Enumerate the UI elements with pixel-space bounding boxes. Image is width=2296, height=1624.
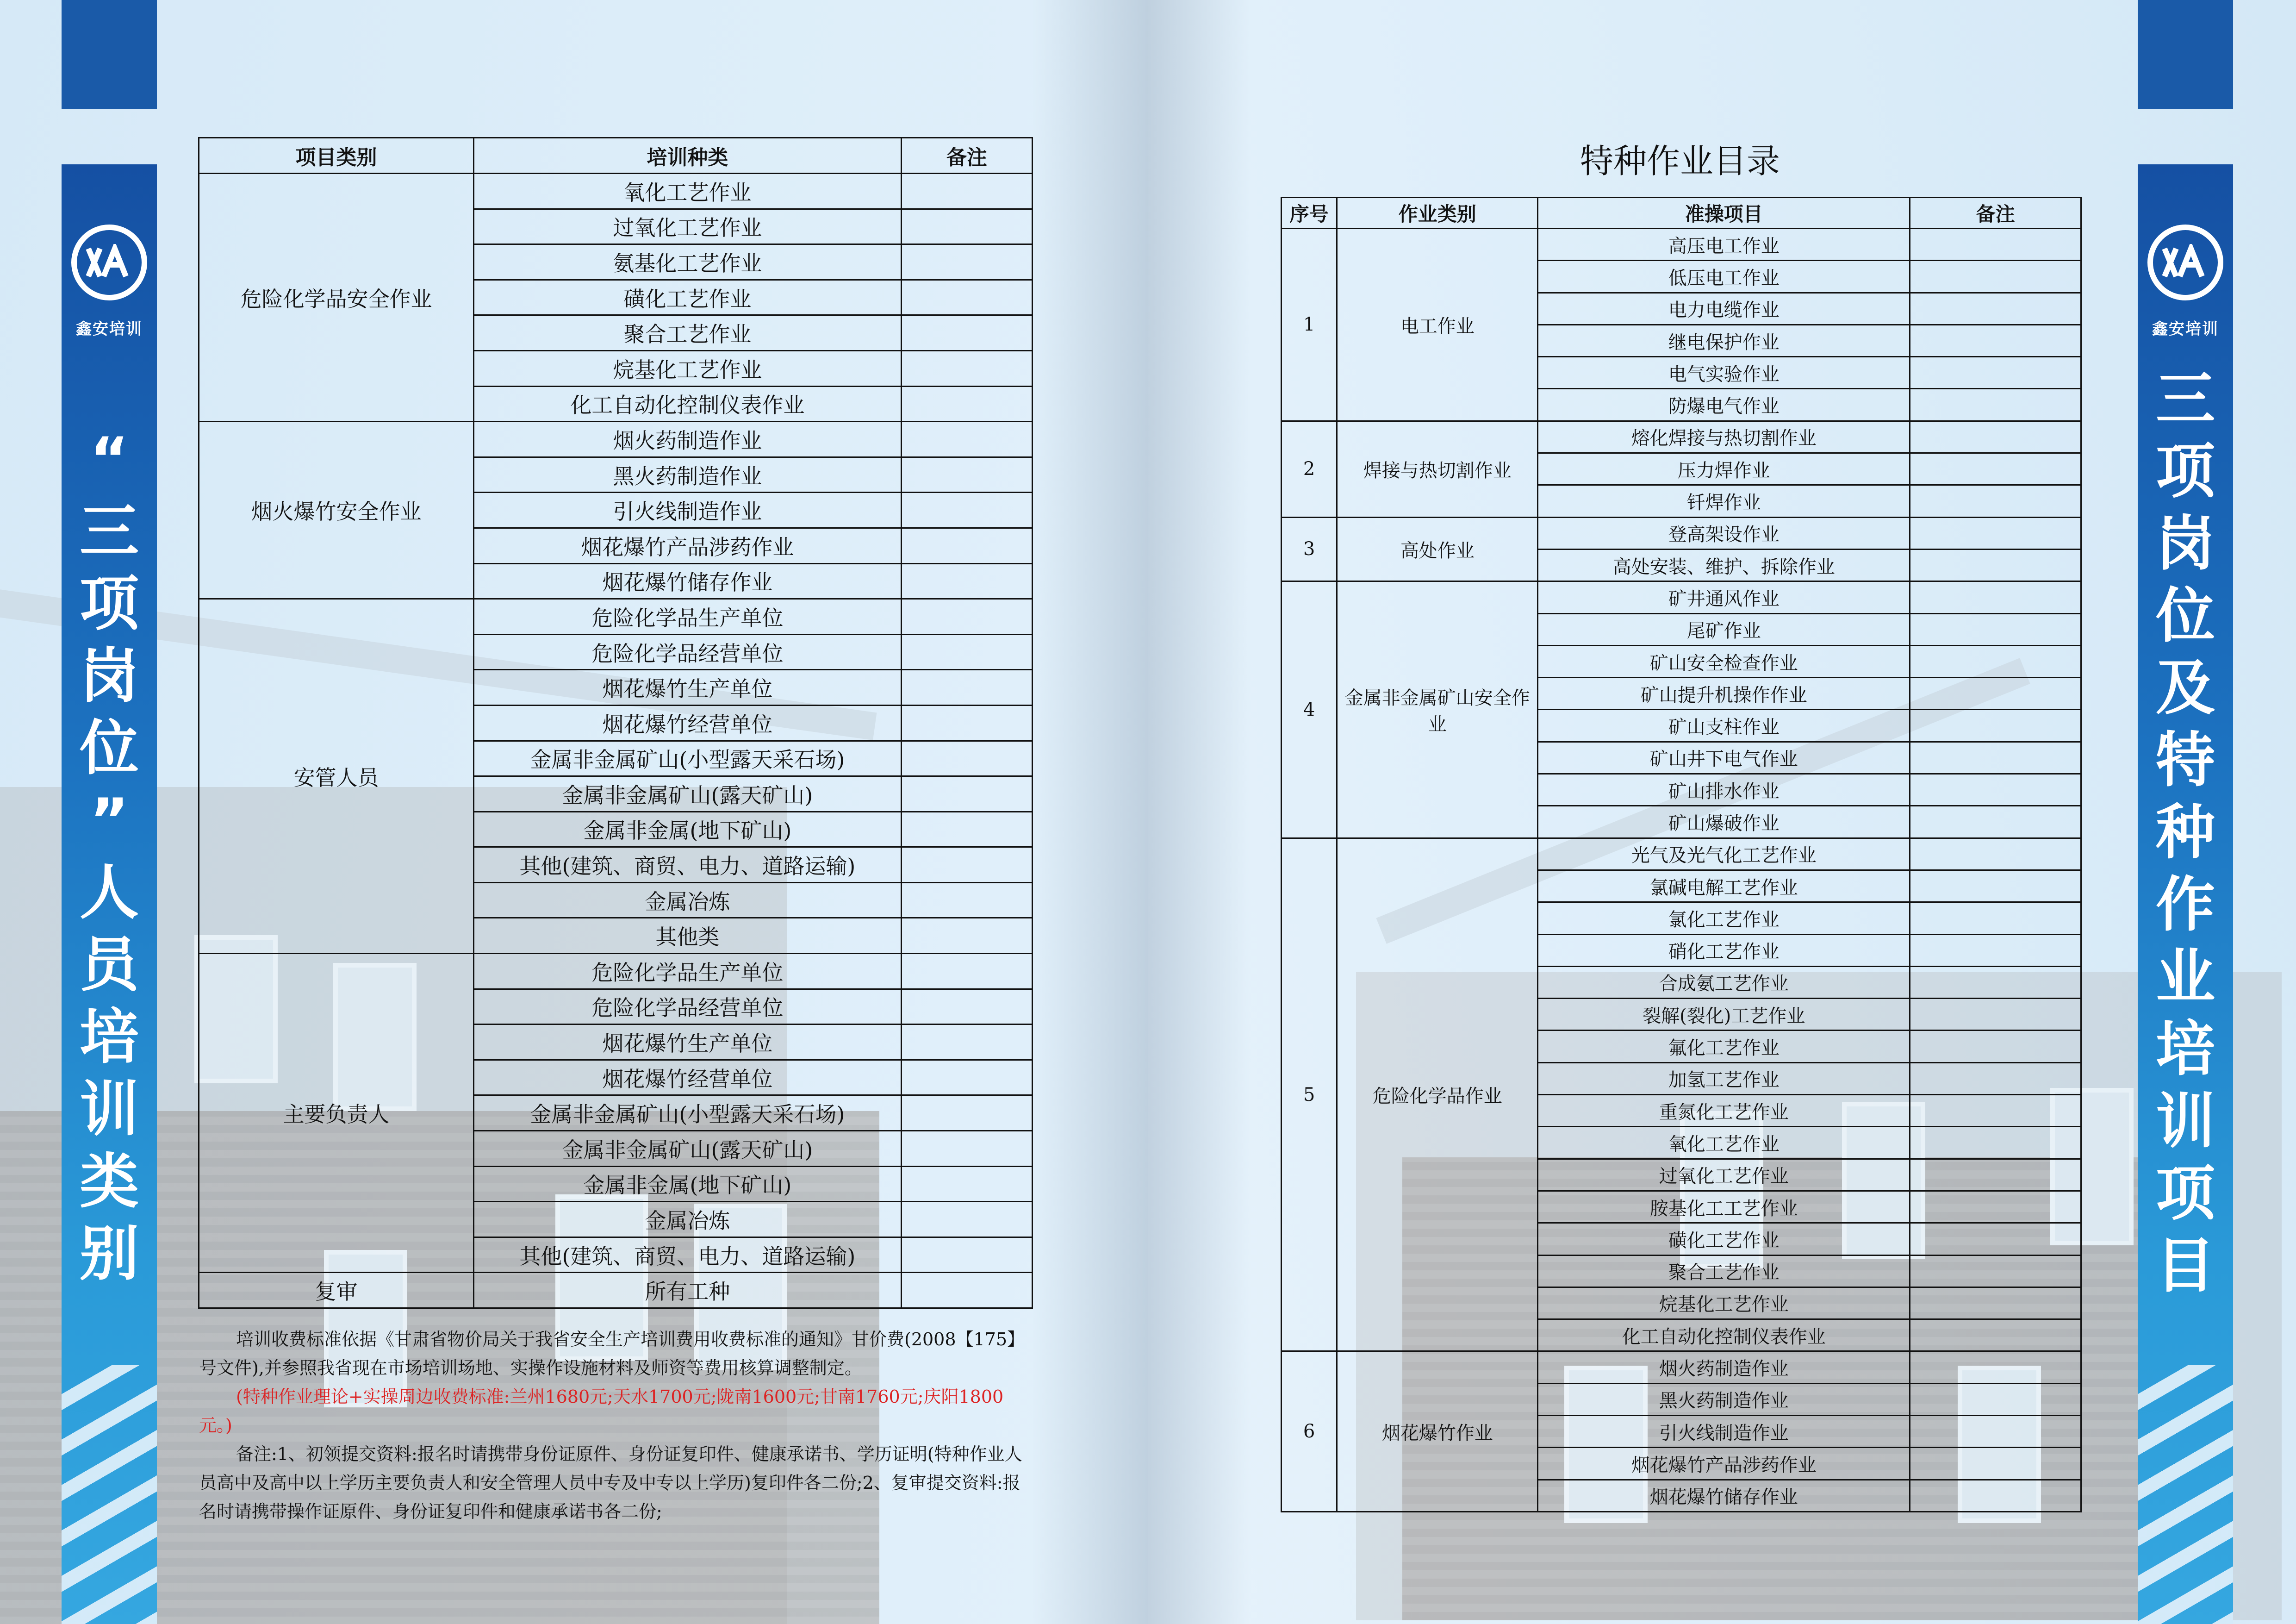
remark-cell [901, 634, 1032, 670]
table-row [1282, 1351, 2081, 1383]
operation-item-cell: 引火线制造作业 [1538, 1415, 1910, 1447]
operation-item-cell: 熔化焊接与热切割作业 [1538, 421, 1910, 453]
training-type-cell: 金属非金属(地下矿山) [473, 1166, 901, 1202]
operation-item-cell: 矿山支柱作业 [1538, 710, 1910, 742]
operation-item-cell: 钎焊作业 [1538, 485, 1910, 517]
training-type-cell: 其他(建筑、商贸、电力、道路运输) [473, 847, 901, 883]
header-training-type: 培训种类 [473, 138, 901, 174]
logo-text: 鑫安培训 [76, 320, 143, 338]
operation-item-cell: 矿山安全检查作业 [1538, 645, 1910, 677]
remarks-text: 备注:1、初领提交资料:报名时请携带身份证原件、身份证复印件、健康承诺书、学历证明(特种作业人员高中及高中以上学历主要负责人和安全管理人员中专及中专以上学历)复印件各二份;2、复审提交资料:报名时请携带操作证原件、身份证复印件和健康承诺书各二份; [199, 1444, 1022, 1522]
category-cell: 烟花爆竹作业 [1337, 1351, 1538, 1512]
operation-item-cell: 矿山排水作业 [1538, 774, 1910, 806]
operation-item-cell: 氧化工艺作业 [1538, 1127, 1910, 1159]
operation-item-cell: 光气及光气化工艺作业 [1538, 838, 1910, 870]
remark-cell [1910, 581, 2081, 613]
remark-cell [901, 493, 1032, 528]
category-cell: 电工作业 [1337, 229, 1538, 421]
operation-item-cell: 硝化工艺作业 [1538, 934, 1910, 966]
operation-item-cell: 继电保护作业 [1538, 325, 1910, 356]
remark-cell [901, 1131, 1032, 1167]
category-cell: 危险化学品安全作业 [199, 174, 474, 422]
remark-cell [1910, 870, 2081, 902]
table-body [199, 174, 1033, 1308]
operation-item-cell: 重氮化工艺作业 [1538, 1095, 1910, 1127]
remark-cell [1910, 645, 2081, 677]
remark-cell [1910, 1031, 2081, 1062]
training-type-cell: 金属非金属(地下矿山) [473, 812, 901, 847]
table-row [1282, 838, 2081, 870]
table-row [1282, 581, 2081, 613]
remark-cell [1910, 421, 2081, 453]
table-header-row [1282, 198, 2081, 229]
logo-icon [71, 225, 147, 300]
remark-cell [1910, 999, 2081, 1031]
remark-cell [1910, 1223, 2081, 1255]
table-row [199, 954, 1033, 989]
remark-cell [901, 386, 1032, 422]
page-title: 特种作业目录 [1580, 142, 1780, 181]
remark-cell [901, 1237, 1032, 1273]
training-type-cell: 危险化学品经营单位 [473, 634, 901, 670]
fee-standard-text: (特种作业理论+实操周边收费标准:兰州1680元;天水1700元;陇南1600元;甘南1760元;庆阳1800元。) [199, 1387, 1004, 1436]
training-type-cell: 烟花爆竹生产单位 [473, 670, 901, 706]
header-category: 作业类别 [1337, 198, 1538, 229]
operation-item-cell: 高压电工作业 [1538, 229, 1910, 261]
category-cell: 金属非金属矿山安全作业 [1337, 581, 1538, 838]
right-vertical-title: 三 项 岗 位 及 特 种 作 业 培 训 项 目 [2155, 365, 2215, 1300]
training-type-cell: 危险化学品生产单位 [473, 954, 901, 989]
training-type-cell: 烟花爆竹经营单位 [473, 1060, 901, 1095]
operation-item-cell: 矿山爆破作业 [1538, 806, 1910, 838]
remark-cell [901, 1060, 1032, 1095]
remark-cell [901, 174, 1032, 209]
operation-item-cell: 合成氨工艺作业 [1538, 966, 1910, 998]
header-item: 准操项目 [1538, 198, 1910, 229]
row-number-cell: 1 [1282, 229, 1337, 421]
remark-cell [901, 1024, 1032, 1060]
table-row [199, 1273, 1033, 1308]
training-type-cell: 引火线制造作业 [473, 493, 901, 528]
operation-item-cell: 加氢工艺作业 [1538, 1062, 1910, 1094]
operation-item-cell: 电气实验作业 [1538, 357, 1910, 389]
remark-cell [1910, 261, 2081, 293]
operation-item-cell: 矿山井下电气作业 [1538, 742, 1910, 774]
remark-cell [1910, 1095, 2081, 1127]
fee-notes [199, 1325, 1037, 1526]
operation-item-cell: 高处安装、维护、拆除作业 [1538, 549, 1910, 581]
right-page [1148, 0, 2296, 1624]
category-cell: 焊接与热切割作业 [1337, 421, 1538, 517]
remark-cell [1910, 1480, 2081, 1512]
remark-cell [1910, 1448, 2081, 1480]
training-type-cell: 金属非金属矿山(露天矿山) [473, 776, 901, 812]
remark-cell [901, 954, 1032, 989]
operation-item-cell: 聚合工艺作业 [1538, 1255, 1910, 1287]
operation-item-cell: 氟化工艺作业 [1538, 1031, 1910, 1062]
operation-item-cell: 过氧化工艺作业 [1538, 1159, 1910, 1191]
vertical-band [2138, 164, 2233, 1624]
remark-cell [1910, 742, 2081, 774]
remark-cell [901, 705, 1032, 741]
remark-cell [1910, 1159, 2081, 1191]
training-type-cell: 金属非金属矿山(露天矿山) [473, 1131, 901, 1167]
training-type-cell: 烟火药制造作业 [473, 422, 901, 457]
table-header-row [199, 138, 1033, 174]
operation-item-cell: 黑火药制造作业 [1538, 1383, 1910, 1415]
training-type-cell: 氨基化工艺作业 [473, 244, 901, 280]
spine-shadow-left [1032, 0, 1148, 1624]
header-no: 序号 [1282, 198, 1337, 229]
operation-item-cell: 胺基化工工艺作业 [1538, 1191, 1910, 1223]
remark-cell [901, 989, 1032, 1024]
operation-item-cell: 矿井通风作业 [1538, 581, 1910, 613]
row-number-cell: 3 [1282, 517, 1337, 581]
training-type-cell: 磺化工艺作业 [473, 280, 901, 315]
category-cell: 主要负责人 [199, 954, 474, 1273]
table-row [199, 174, 1033, 209]
table-body [1282, 229, 2081, 1512]
remark-cell [1910, 517, 2081, 549]
training-category-table [198, 137, 1033, 1309]
table-row [1282, 517, 2081, 549]
remark-cell [1910, 1255, 2081, 1287]
training-type-cell: 烷基化工艺作业 [473, 350, 901, 386]
training-type-cell: 危险化学品经营单位 [473, 989, 901, 1024]
remark-cell [901, 457, 1032, 493]
remark-cell [1910, 1287, 2081, 1319]
remark-cell [1910, 710, 2081, 742]
remark-cell [1910, 1319, 2081, 1351]
stripe-decoration [62, 1365, 157, 1624]
remark-cell [901, 209, 1032, 244]
remark-cell [901, 422, 1032, 457]
remark-cell [901, 882, 1032, 918]
spine-shadow-right [1148, 0, 1250, 1624]
remark-cell [901, 563, 1032, 599]
remark-cell [901, 280, 1032, 315]
top-tab-decoration [2138, 0, 2233, 109]
remark-cell [1910, 966, 2081, 998]
remark-cell [1910, 357, 2081, 389]
table-row [199, 422, 1033, 457]
remark-cell [901, 315, 1032, 351]
remark-cell [901, 528, 1032, 563]
category-cell: 烟火爆竹安全作业 [199, 422, 474, 599]
left-vertical-title: “ 三 项 岗 位 ” 人 员 培 训 类 别 [79, 425, 139, 1288]
remark-cell [901, 350, 1032, 386]
operation-item-cell: 低压电工作业 [1538, 261, 1910, 293]
operation-item-cell: 化工自动化控制仪表作业 [1538, 1319, 1910, 1351]
remark-cell [1910, 229, 2081, 261]
training-type-cell: 黑火药制造作业 [473, 457, 901, 493]
remark-cell [1910, 453, 2081, 485]
training-type-cell: 危险化学品生产单位 [473, 599, 901, 635]
remark-cell [1910, 806, 2081, 838]
remark-cell [901, 244, 1032, 280]
training-type-cell: 烟花爆竹生产单位 [473, 1024, 901, 1060]
remark-cell [901, 1095, 1032, 1131]
stripe-decoration [2138, 1365, 2233, 1624]
remark-cell [1910, 678, 2081, 710]
remark-cell [1910, 1383, 2081, 1415]
special-operations-table [1281, 197, 2082, 1512]
remark-cell [901, 1202, 1032, 1237]
logo-icon [2147, 225, 2223, 300]
category-cell: 安管人员 [199, 599, 474, 954]
operation-item-cell: 烟花爆竹储存作业 [1538, 1480, 1910, 1512]
training-type-cell: 其他(建筑、商贸、电力、道路运输) [473, 1237, 901, 1273]
operation-item-cell: 磺化工艺作业 [1538, 1223, 1910, 1255]
remark-cell [1910, 325, 2081, 356]
remark-cell [901, 918, 1032, 954]
operation-item-cell: 烷基化工艺作业 [1538, 1287, 1910, 1319]
operation-item-cell: 矿山提升机操作作业 [1538, 678, 1910, 710]
category-cell: 危险化学品作业 [1337, 838, 1538, 1351]
training-type-cell: 金属非金属矿山(小型露天采石场) [473, 741, 901, 776]
operation-item-cell: 防爆电气作业 [1538, 389, 1910, 421]
table-row [199, 599, 1033, 635]
operation-item-cell: 氯化工艺作业 [1538, 902, 1910, 934]
table-row [1282, 421, 2081, 453]
operation-item-cell: 烟花爆竹产品涉药作业 [1538, 1448, 1910, 1480]
operation-item-cell: 氯碱电解工艺作业 [1538, 870, 1910, 902]
training-type-cell: 金属冶炼 [473, 1202, 901, 1237]
training-type-cell: 烟花爆竹产品涉药作业 [473, 528, 901, 563]
remark-cell [901, 1166, 1032, 1202]
remark-cell [1910, 838, 2081, 870]
remark-cell [901, 741, 1032, 776]
training-type-cell: 烟花爆竹经营单位 [473, 705, 901, 741]
training-type-cell: 过氧化工艺作业 [473, 209, 901, 244]
remark-cell [1910, 549, 2081, 581]
training-type-cell: 金属非金属矿山(小型露天采石场) [473, 1095, 901, 1131]
training-type-cell: 其他类 [473, 918, 901, 954]
header-remark: 备注 [1910, 198, 2081, 229]
training-type-cell: 所有工种 [473, 1273, 901, 1308]
remark-cell [901, 670, 1032, 706]
remark-cell [1910, 934, 2081, 966]
remark-cell [1910, 613, 2081, 645]
table-row [1282, 229, 2081, 261]
logo-text: 鑫安培训 [2152, 320, 2219, 338]
operation-item-cell: 压力焊作业 [1538, 453, 1910, 485]
training-type-cell: 金属冶炼 [473, 882, 901, 918]
remark-cell [901, 776, 1032, 812]
operation-item-cell: 登高架设作业 [1538, 517, 1910, 549]
training-type-cell: 聚合工艺作业 [473, 315, 901, 351]
remark-cell [1910, 485, 2081, 517]
remark-cell [1910, 1351, 2081, 1383]
remark-cell [1910, 1127, 2081, 1159]
remark-cell [1910, 1191, 2081, 1223]
training-type-cell: 烟花爆竹储存作业 [473, 563, 901, 599]
remark-cell [901, 847, 1032, 883]
remark-cell [1910, 774, 2081, 806]
remark-cell [1910, 1415, 2081, 1447]
remark-cell [901, 1273, 1032, 1308]
category-cell: 复审 [199, 1273, 474, 1308]
remark-cell [1910, 1062, 2081, 1094]
header-category: 项目类别 [199, 138, 474, 174]
training-type-cell: 化工自动化控制仪表作业 [473, 386, 901, 422]
remark-cell [901, 599, 1032, 635]
top-tab-decoration [62, 0, 157, 109]
remark-cell [1910, 902, 2081, 934]
operation-item-cell: 裂解(裂化)工艺作业 [1538, 999, 1910, 1031]
fee-basis-text: 培训收费标准依据《甘肃省物价局关于我省安全生产培训费用收费标准的通知》甘价费(2008【175】号文件),并参照我省现在市场培训场地、实操作设施材料及师资等费用核算调整制定。 [199, 1329, 1025, 1378]
row-number-cell: 4 [1282, 581, 1337, 838]
remark-cell [1910, 293, 2081, 325]
remark-cell [1910, 389, 2081, 421]
vertical-band [62, 164, 157, 1624]
row-number-cell: 5 [1282, 838, 1337, 1351]
operation-item-cell: 电力电缆作业 [1538, 293, 1910, 325]
operation-item-cell: 尾矿作业 [1538, 613, 1910, 645]
category-cell: 高处作业 [1337, 517, 1538, 581]
row-number-cell: 2 [1282, 421, 1337, 517]
header-remark: 备注 [901, 138, 1032, 174]
training-type-cell: 氧化工艺作业 [473, 174, 901, 209]
row-number-cell: 6 [1282, 1351, 1337, 1512]
operation-item-cell: 烟火药制造作业 [1538, 1351, 1910, 1383]
remark-cell [901, 812, 1032, 847]
